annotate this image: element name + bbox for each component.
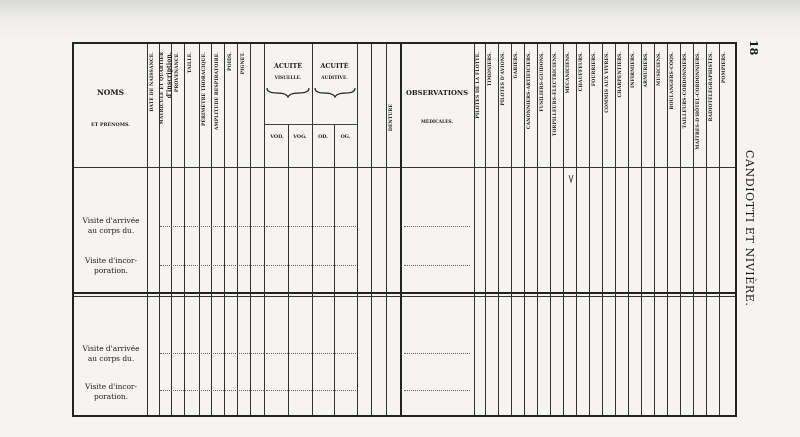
header-bottom-rule [74, 167, 735, 168]
header-specialty-10: FOURRIERS. [592, 52, 597, 87]
header-specialty-18: MAÎTRES-D'HÔTEL-CORDONNIERS. [696, 52, 701, 150]
row-label-arrivee-1 [76, 216, 146, 235]
header-specialty-11: COMMIS AUX VIVRES. [605, 52, 610, 113]
dotted-line [266, 265, 356, 266]
header-observations: OBSERVATIONS [405, 89, 469, 97]
header-od: OD. [318, 134, 328, 140]
col-rule-s11 [602, 44, 603, 415]
record-separator-rule-inner [74, 296, 735, 297]
col-rule-s14 [641, 44, 642, 415]
page-number: 18 [747, 40, 760, 56]
header-og: OG. [340, 134, 351, 140]
col-rule-od-og [334, 124, 335, 415]
col-rule-s6 [537, 44, 538, 415]
brace-auditive [314, 86, 356, 98]
header-specialty-16: BOULANGERS-COQS. [670, 52, 675, 110]
dotted-line [160, 226, 264, 227]
header-specialty-13: INFIRMIERS. [631, 52, 636, 88]
header-pignet: PIGNET. [241, 52, 246, 75]
header-acuite-auditive-2: AUDITIVE. [321, 76, 348, 81]
header-date-naissance: DATE DE NAISSANCE. [150, 52, 155, 112]
header-matricule-2: d'inscription. [166, 52, 173, 99]
col-rule-noms [147, 44, 148, 415]
acuite-subheader-rule [264, 124, 357, 125]
col-rule-pignet [250, 44, 251, 415]
row-label-incorporation-line-1: Visite d'incor- [85, 256, 137, 265]
col-rule-taille [199, 44, 200, 415]
dotted-line [160, 265, 264, 266]
header-specialty-19: RADIOTÉLÉGRAPHISTES. [709, 52, 714, 122]
header-taille: TAILLE. [188, 52, 193, 74]
header-matricule-1: MATRICULE ET QUARTIER [160, 52, 165, 125]
header-perimetre: PÉRIMÈTRE THORACIQUE. [202, 52, 207, 127]
col-rule-s3 [498, 44, 499, 415]
check-mark [568, 174, 574, 184]
header-acuite-auditive-1: ACUITÉ [320, 62, 349, 70]
col-rule-blank-2 [371, 44, 372, 415]
record-separator-rule [74, 292, 735, 294]
header-specialty-6: FUSILIERS-GUIDONS. [540, 52, 545, 112]
col-rule-provenance [184, 44, 185, 415]
col-rule-s7 [550, 44, 551, 415]
dotted-line [160, 390, 264, 391]
row-label-arrivee-line-2: au corps du. [87, 353, 135, 363]
col-rule-poids [237, 44, 238, 415]
col-rule-s17 [680, 44, 681, 415]
col-rule-s13 [628, 44, 629, 415]
col-rule-acuite-v [264, 44, 265, 415]
dotted-line [404, 390, 470, 391]
col-rule-s10 [589, 44, 590, 415]
col-rule-s5 [524, 44, 525, 415]
col-rule-s18 [693, 44, 694, 415]
col-rule-s4 [511, 44, 512, 415]
col-rule-blank-1 [357, 44, 358, 415]
dotted-line [404, 353, 470, 354]
header-specialty-9: CHAUFFEURS. [579, 52, 584, 92]
row-label-arrivee-line-1: Visite d'arrivée [82, 216, 140, 225]
row-label-incorporation-line-1: Visite d'incor- [85, 382, 137, 391]
col-rule-acuite-a [312, 44, 313, 415]
header-provenance: PROVENANCE. [175, 52, 180, 93]
col-rule-s15 [654, 44, 655, 415]
col-rule-amplitude [224, 44, 225, 415]
dotted-line [266, 226, 356, 227]
header-specialty-14: ARMURIERS. [644, 52, 649, 88]
header-acuite-visuelle-2: VISUELLE. [274, 76, 302, 81]
row-label-arrivee-line-1: Visite d'arrivée [82, 344, 140, 353]
header-specialty-2: TIMONIERS. [488, 52, 493, 87]
row-label-incorporation-line-2: poration. [93, 391, 128, 401]
col-rule-s8 [563, 44, 564, 415]
header-acuite-visuelle-1: ACUITÉ [273, 62, 303, 70]
header-vog: VOG. [293, 134, 307, 140]
header-specialty-1: PILOTES DE LA FLOTTE. [476, 52, 481, 119]
medical-register-form [72, 42, 737, 417]
header-specialty-20: POMPIERS. [722, 52, 727, 84]
col-rule-s19 [706, 44, 707, 415]
header-medicales: MÉDICALES. [421, 120, 453, 125]
header-specialty-3: PILOTES D'AVIONS. [501, 52, 506, 106]
row-label-arrivee-2 [76, 344, 146, 363]
dotted-line [404, 265, 470, 266]
row-label-incorporation-line-2: poration. [93, 265, 128, 275]
row-label-incorporation-1 [76, 256, 146, 275]
header-specialty-4: GABIERS. [514, 52, 519, 79]
header-poids: POIDS. [228, 52, 233, 71]
header-specialty-12: CHARPENTIERS. [618, 52, 623, 98]
col-rule-s2 [485, 44, 486, 415]
col-rule-s12 [615, 44, 616, 415]
col-rule-s16 [667, 44, 668, 415]
col-rule-perimetre [211, 44, 212, 415]
dotted-line [266, 390, 356, 391]
running-head: CANDIOTTI ET NIVIÈRE. [743, 150, 756, 307]
col-rule-observations [400, 44, 402, 415]
header-specialty-8: MÉCANICIENS. [566, 52, 571, 94]
col-rule-matricule [171, 44, 172, 415]
header-specialty-5: CANONNIERS-ARTIFICIERS. [527, 52, 532, 130]
header-vod: VOD. [270, 134, 284, 140]
header-noms: NOMS [96, 88, 125, 97]
dotted-line [404, 226, 470, 227]
row-label-arrivee-line-2: au corps du. [87, 225, 135, 235]
header-specialty-7: TORPILLEURS-ÉLECTRICIENS. [553, 52, 558, 137]
dotted-line [266, 353, 356, 354]
col-rule-s20 [719, 44, 720, 415]
header-denture: DENTURE [389, 104, 394, 132]
dotted-line [160, 353, 264, 354]
header-specialty-17: TAILLEURS-CORDONNIERS. [683, 52, 688, 129]
header-specialty-15: MUSICIENS. [657, 52, 662, 86]
col-rule-denture [386, 44, 387, 415]
row-label-incorporation-2 [76, 382, 146, 401]
col-rule-s9 [576, 44, 577, 415]
header-amplitude: AMPLITUDE RESPIRATOIRE. [215, 52, 220, 131]
header-prenoms: ET PRÉNOMS. [91, 122, 130, 128]
brace-visuelle [266, 86, 310, 98]
col-rule-vod-vog [288, 124, 289, 415]
